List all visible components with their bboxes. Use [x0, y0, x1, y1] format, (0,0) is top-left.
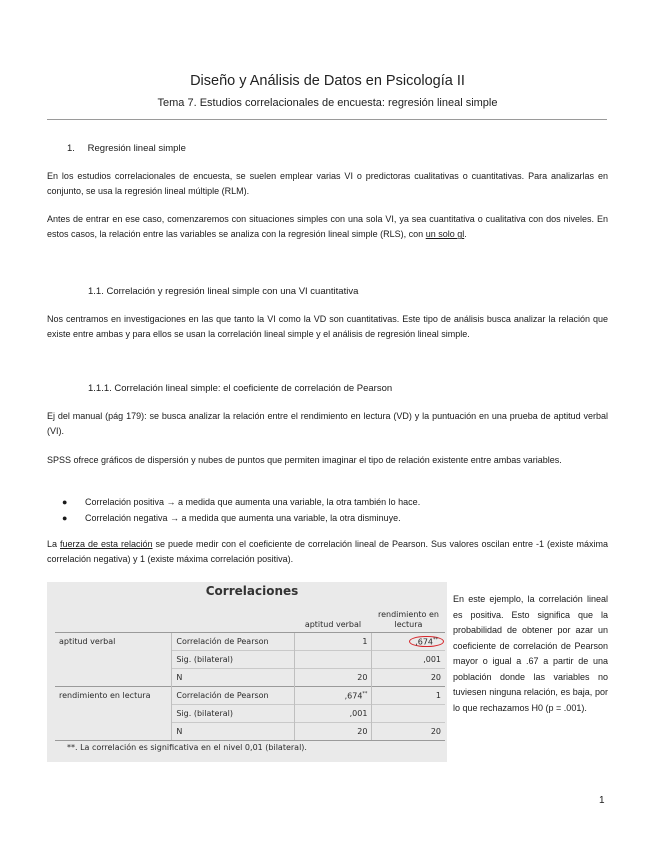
- cell-value: 1: [294, 633, 372, 651]
- underlined-fuerza: fuerza de esta relación: [60, 539, 153, 549]
- paragraph-pearson-end: se puede medir con el coeficiente de correlación lineal de Pearson. Sus valores oscilan entre -1 (existe máxima correlación negativa) y 1 (existe máxima correlación positiva).: [47, 539, 608, 565]
- bullet-list: [62, 495, 420, 526]
- cell-value: ,674**: [294, 687, 372, 705]
- spss-correlations-image: [47, 582, 447, 762]
- side-explanation: En este ejemplo, la correlación lineal es positiva. Esto significa que la probabilidad de obtener por azar un coeficiente de correlación de Pearson mayor o igual a .67 a partir de una población donde las variables no tuviesen ninguna relación, es baja, por lo que rechazamos H0 (p = .001).: [453, 594, 608, 713]
- cell-value: 20: [294, 669, 372, 687]
- table-row: [55, 651, 445, 669]
- row-stat: N: [172, 723, 294, 741]
- paragraph-spss: SPSS ofrece gráficos de dispersión y nubes de puntos que permiten imaginar el tipo de relación existente entre ambas variables.: [47, 455, 562, 465]
- bullet-text: Correlación negativa → a medida que aumenta una variable, la otra disminuye.: [85, 512, 401, 523]
- row-stat: Correlación de Pearson: [172, 633, 294, 651]
- list-item: [62, 495, 420, 511]
- header-divider: [47, 119, 607, 120]
- column-header: aptitud verbal: [294, 603, 372, 633]
- cell-value: [294, 651, 372, 669]
- page-number: 1: [599, 795, 605, 806]
- table-row: [55, 705, 445, 723]
- paragraph-pearson: [47, 537, 608, 567]
- spss-table-footnote: **. La correlación es significativa en el nivel 0,01 (bilateral).: [67, 743, 307, 752]
- paragraph-pearson-start: La: [47, 539, 60, 549]
- bullet-text: Correlación positiva → a medida que aumenta una variable, la otra también lo hace.: [85, 497, 421, 507]
- row-stat: N: [172, 669, 294, 687]
- table-row: [55, 723, 445, 741]
- section-heading-1: [67, 143, 186, 154]
- paragraph-intro: En los estudios correlacionales de encuesta, se suelen emplear varias VI o predictoras cualitativas o cuantitativas. Para analizarlas en conjunto, se usa la regresión lineal múltiple (RLM).: [47, 171, 608, 197]
- row-variable: rendimiento en lectura: [55, 687, 172, 705]
- table-row: [55, 669, 445, 687]
- spss-table-title: Correlaciones: [205, 584, 299, 598]
- section-number: 1.: [67, 143, 75, 154]
- cell-value: ,001: [294, 705, 372, 723]
- paragraph-rls: [47, 212, 608, 242]
- cell-value-highlighted: [372, 633, 445, 651]
- table-row: [55, 633, 445, 651]
- document-title: Diseño y Análisis de Datos en Psicología II: [190, 73, 465, 89]
- cell-value: 20: [372, 669, 445, 687]
- cell-value: [372, 705, 445, 723]
- paragraph-example: Ej del manual (pág 179): se busca analizar la relación entre el rendimiento en lectura (VD) y la puntuación en una prueba de aptitud verbal (VI).: [47, 411, 608, 437]
- correlations-table: [55, 603, 445, 741]
- row-stat: Correlación de Pearson: [172, 687, 294, 705]
- document-subtitle: Tema 7. Estudios correlacionales de encuesta: regresión lineal simple: [157, 97, 498, 109]
- row-variable: aptitud verbal: [55, 633, 172, 651]
- bullet-icon: ●: [62, 497, 68, 507]
- table-header-row: [55, 603, 445, 633]
- cell-value: 1: [372, 687, 445, 705]
- row-stat: Sig. (bilateral): [172, 705, 294, 723]
- paragraph-quantitative: Nos centramos en investigaciones en las que tanto la VI como la VD son cuantitativas. Este tipo de análisis busca analizar la relación que existe entre ambas y para ellos se usan la correlación lineal simple y el análisis de regresión lineal simple.: [47, 314, 608, 340]
- underlined-un-solo-gl: un solo gl: [425, 229, 465, 240]
- highlight-circle: ,674**: [409, 636, 444, 648]
- cell-value: 20: [372, 723, 445, 741]
- section-heading-1-1: 1.1. Correlación y regresión lineal simple con una VI cuantitativa: [88, 286, 359, 297]
- section-label: Regresión lineal simple: [87, 143, 186, 154]
- column-header: rendimiento en lectura: [372, 603, 445, 633]
- row-stat: Sig. (bilateral): [172, 651, 294, 669]
- cell-value: 20: [294, 723, 372, 741]
- bullet-icon: ●: [62, 512, 68, 523]
- paragraph-rls-start: Antes de entrar en ese caso, comenzaremos con situaciones simples con una sola VI, ya sea cuantitativa o cualitativa con dos niveles. En estos casos, la relación entre las variables se analiza con la regresión lineal simple (RLS), con: [47, 214, 608, 240]
- paragraph-rls-end: .: [464, 229, 467, 240]
- list-item: [62, 511, 420, 527]
- cell-value: ,001: [372, 651, 445, 669]
- table-row: [55, 687, 445, 705]
- section-heading-1-1-1: 1.1.1. Correlación lineal simple: el coeficiente de correlación de Pearson: [88, 383, 393, 394]
